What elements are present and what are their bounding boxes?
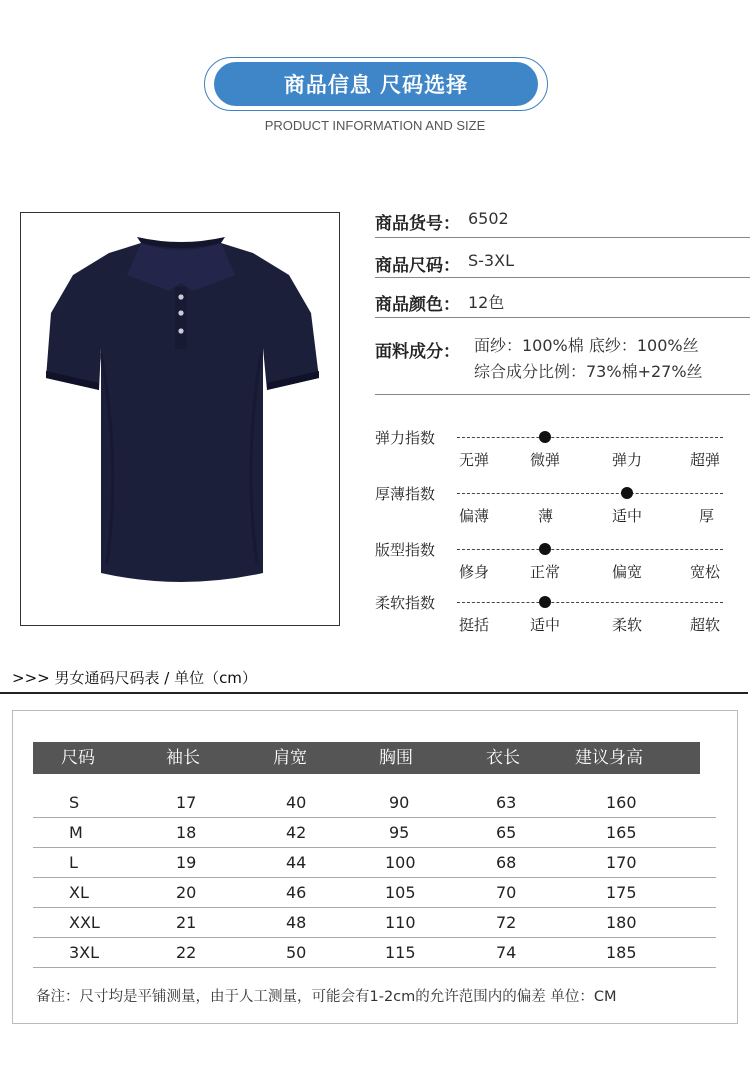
- scale-elasticity: [375, 427, 725, 473]
- table-cell: 42: [286, 823, 307, 842]
- fabric-line-1: 面纱：100%棉 底纱：100%丝: [474, 336, 699, 355]
- scale-option: 适中: [530, 616, 561, 634]
- measurement-note: 备注：尺寸均是平铺测量，由于人工测量，可能会有1-2cm的允许范围内的偏差 单位：CM: [36, 989, 617, 1005]
- table-cell: 65: [496, 823, 517, 842]
- scale-option: 正常: [530, 563, 561, 581]
- table-cell: XL: [69, 883, 89, 902]
- scale-thickness: [375, 483, 725, 529]
- scale-option: 微弹: [530, 451, 561, 469]
- page-title: 商品信息 尺码选择: [283, 73, 469, 97]
- polo-shirt-image: [21, 213, 341, 627]
- scale-option: 厚: [699, 507, 715, 525]
- fabric-label: 面料成分：: [375, 342, 460, 362]
- scale-line: [457, 437, 723, 438]
- header-cell: 肩宽: [273, 748, 307, 768]
- table-row: [33, 938, 716, 968]
- scale-title: 厚薄指数: [375, 485, 436, 503]
- scale-line: [457, 602, 723, 603]
- scale-option: 无弹: [459, 451, 490, 469]
- scale-option: 弹力: [612, 451, 643, 469]
- color-count-label: 商品颜色：: [375, 295, 460, 315]
- scale-option: 薄: [538, 507, 554, 525]
- table-cell: 100: [385, 853, 416, 872]
- table-cell: 180: [606, 913, 637, 932]
- scale-marker: [539, 431, 551, 443]
- header-cell: 建议身高: [575, 748, 643, 768]
- table-row: [33, 908, 716, 938]
- header-banner: [214, 62, 538, 106]
- table-cell: L: [69, 853, 78, 872]
- size-range-row: [375, 251, 750, 278]
- scale-marker: [539, 596, 551, 608]
- table-row: [33, 848, 716, 878]
- scale-option: 超软: [690, 616, 721, 634]
- table-cell: 50: [286, 943, 307, 962]
- table-cell: 72: [496, 913, 517, 932]
- scale-option: 修身: [459, 563, 490, 581]
- header-cell: 胸围: [379, 748, 413, 768]
- table-row: [33, 818, 716, 848]
- table-cell: 175: [606, 883, 637, 902]
- color-count-row: [375, 290, 750, 318]
- section-divider: [0, 692, 748, 694]
- table-cell: 115: [385, 943, 416, 962]
- fabric-row: [375, 333, 750, 395]
- table-cell: 90: [389, 793, 410, 812]
- page-subtitle: PRODUCT INFORMATION AND SIZE: [264, 118, 486, 133]
- table-cell: 21: [176, 913, 197, 932]
- scale-softness: [375, 592, 725, 638]
- table-cell: 44: [286, 853, 307, 872]
- scale-marker: [621, 487, 633, 499]
- product-photo: [20, 212, 340, 626]
- table-cell: 63: [496, 793, 517, 812]
- table-cell: 19: [176, 853, 197, 872]
- table-cell: 74: [496, 943, 517, 962]
- size-table-header: [33, 742, 700, 774]
- table-cell: S: [69, 793, 80, 812]
- scale-option: 柔软: [612, 616, 643, 634]
- table-cell: 48: [286, 913, 307, 932]
- table-cell: 165: [606, 823, 637, 842]
- size-range-label: 商品尺码：: [375, 256, 460, 276]
- scale-option: 宽松: [690, 563, 721, 581]
- table-cell: 46: [286, 883, 307, 902]
- table-row: [33, 788, 716, 818]
- scale-title: 弹力指数: [375, 429, 436, 447]
- scale-fit: [375, 539, 725, 585]
- scale-line: [457, 493, 723, 494]
- table-cell: 170: [606, 853, 637, 872]
- scale-marker: [539, 543, 551, 555]
- fabric-line-2: 综合成分比例：73%棉+27%丝: [474, 362, 703, 381]
- header-cell: 尺码: [61, 748, 95, 768]
- table-cell: 105: [385, 883, 416, 902]
- item-number-label: 商品货号：: [375, 214, 460, 234]
- table-cell: 20: [176, 883, 197, 902]
- item-number-row: [375, 209, 750, 238]
- table-cell: 3XL: [69, 943, 100, 962]
- scale-option: 挺括: [459, 616, 490, 634]
- table-cell: 70: [496, 883, 517, 902]
- header-cell: 衣长: [486, 748, 520, 768]
- table-cell: 185: [606, 943, 637, 962]
- table-cell: XXL: [69, 913, 100, 932]
- table-cell: 40: [286, 793, 307, 812]
- table-cell: M: [69, 823, 83, 842]
- scale-option: 偏宽: [612, 563, 643, 581]
- table-cell: 95: [389, 823, 410, 842]
- fabric-details: [474, 333, 703, 385]
- table-cell: 68: [496, 853, 517, 872]
- table-cell: 18: [176, 823, 197, 842]
- size-table-title: >>> 男女通码尺码表 / 单位（cm）: [12, 669, 257, 687]
- scale-title: 版型指数: [375, 541, 436, 559]
- table-row: [33, 878, 716, 908]
- item-number-value: 6502: [468, 209, 509, 228]
- scale-line: [457, 549, 723, 550]
- table-cell: 110: [385, 913, 416, 932]
- table-cell: 22: [176, 943, 197, 962]
- table-cell: 160: [606, 793, 637, 812]
- scale-option: 超弹: [690, 451, 721, 469]
- header-cell: 袖长: [166, 748, 200, 768]
- color-count-value: 12色: [468, 293, 505, 312]
- scale-option: 偏薄: [459, 507, 490, 525]
- scale-title: 柔软指数: [375, 594, 436, 612]
- size-range-value: S-3XL: [468, 251, 514, 270]
- table-cell: 17: [176, 793, 197, 812]
- scale-option: 适中: [612, 507, 643, 525]
